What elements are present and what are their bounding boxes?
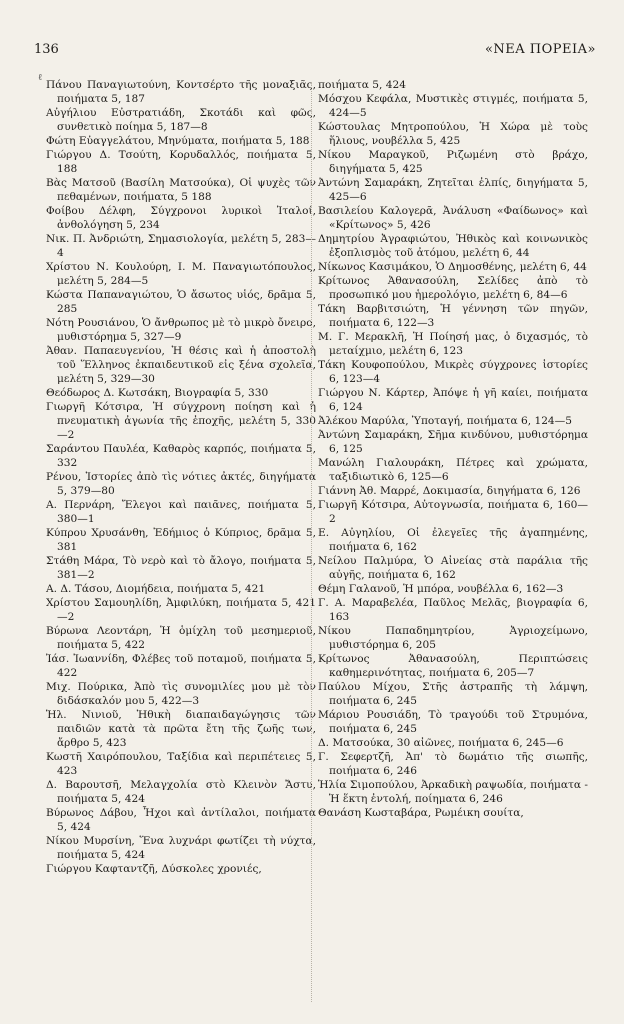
index-entry: Νίκου Μυρσίνη, Ἕνα λυχνάρι φωτίζει τὴ νύχτα, ποιήματα 5, 424: [46, 835, 316, 861]
page-header: [34, 42, 596, 60]
index-entry: Κύπρου Χρυσάνθη, Ἐδήμιος ὁ Κύπριος, δρᾶμα 5, 381: [46, 527, 316, 553]
index-entry: Νίκου Μαραγκοῦ, Ριζωμένη στὸ βράχο, διηγήματα 5, 425: [318, 149, 588, 175]
index-entry: Πάνου Παναγιωτούνη, Κοντσέρτο τῆς μοναξιᾶς, ποιήματα 5, 187: [46, 79, 316, 105]
index-entry: Κώστα Παπαναγιώτου, Ὁ ἄσωτος υἱός, δρᾶμα 5, 285: [46, 289, 316, 315]
index-entry: Ἡλία Σιμοπούλου, Ἀρκαδικὴ ραψωδία, ποιήματα - Ἡ ἕκτη ἐντολή, ποίηματα 6, 246: [318, 779, 588, 805]
index-entry: Μόσχου Κεφάλα, Μυστικὲς στιγμές, ποιήματα 5, 424—5: [318, 93, 588, 119]
index-entry: Δ. Ματσούκα, 30 αἰῶνες, ποιήματα 6, 245—6: [318, 737, 564, 749]
index-entry: Θεόδωρος Δ. Κωτσάκη, Βιογραφία 5, 330: [46, 387, 269, 399]
index-entry: Νείλου Παλμύρα, Ὁ Αἰνείας στὰ παράλια τῆς αὐγῆς, ποιήματα 6, 162: [318, 555, 588, 581]
index-entry: Φώτη Εὐαγγελάτου, Μηνύματα, ποιήματα 5, 188: [46, 135, 310, 147]
index-entry: ποιήματα 5, 424: [318, 79, 406, 91]
index-entry: Θέμη Γαλανοῦ, Ἡ μπόρα, νουβέλλα 6, 162—3: [318, 583, 564, 595]
index-entry: Βύρωνα Λεοντάρη, Ἡ ὁμίχλη τοῦ μεσημεριοῦ, ποιήματα 5, 422: [46, 625, 316, 651]
index-entry: Γ. Α. Μαραβελέα, Παῦλος Μελᾶς, βιογραφία 6, 163: [318, 597, 588, 623]
index-entry: Μανώλη Γιαλουράκη, Πέτρες καὶ χρώματα, ταξιδιωτικὸ 6, 125—6: [318, 457, 588, 483]
index-entry: Ε. Αὐγηλίου, Οἱ ἐλεγεῖες τῆς ἀγαπημένης, ποιήματα 6, 162: [318, 527, 588, 553]
index-entry: Φοίβου Δέλφη, Σύγχρονοι λυρικοὶ Ἰταλοί, ἀνθολόγηση 5, 234: [46, 205, 316, 231]
index-entry: Χρίστου Ν. Κουλούρη, Ι. Μ. Παναγιωτόπουλος, μελέτη 5, 284—5: [46, 261, 316, 287]
index-entry: Βασιλείου Καλογερᾶ, Ἀνάλυση «Φαίδωνος» καὶ «Κρίτωνος» 5, 426: [318, 205, 588, 231]
index-entry: Ἀντώνη Σαμαράκη, Ζητεῖται ἐλπίς, διηγήματα 5, 425—6: [318, 177, 588, 203]
index-entry: Ἰάσ. Ἰωαννίδη, Φλέβες τοῦ ποταμοῦ, ποιήματα 5, 422: [46, 653, 316, 679]
left-column: [46, 78, 316, 876]
index-entry: Ἡλ. Νινιοῦ, Ἠθικὴ διαπαιδαγώγησις τῶν παιδιῶν κατὰ τὰ πρῶτα ἔτη τῆς ζωῆς των, ἄρθρο 5, 423: [46, 709, 316, 749]
index-entry: Α. Περνάρη, Ἔλεγοι καὶ παιᾶνες, ποιήματα 5, 380—1: [46, 499, 316, 525]
index-entry: Σαράντου Παυλέα, Καθαρὸς καρπός, ποιήματα 5, 332: [46, 443, 316, 469]
index-entry: Δημητρίου Ἀγραφιώτου, Ἠθικὸς καὶ κοινωνικὸς ἐξοπλισμὸς τοῦ ἀτόμου, μελέτη 6, 44: [318, 233, 588, 259]
index-entry: Γιώργου Καφταντζῆ, Δύσκολες χρονιές,: [46, 863, 262, 875]
index-entry: Γιωργῆ Κότσιρα, Ἡ σύγχρονη ποίηση καὶ ἡ πνευματικὴ ἀγωνία τῆς ἐποχῆς, μελέτη 5, 330—2: [46, 401, 316, 441]
index-entry: Γιωργῆ Κότσιρα, Αὐτογνωσία, ποιήματα 6, 160—2: [318, 499, 588, 525]
index-entry: Αὐγήλιου Εὐστρατιάδη, Σκοτάδι καὶ φῶς, συνθετικὸ ποίημα 5, 187—8: [46, 107, 316, 133]
index-entry: Γιώργου Δ. Τσούτη, Κορυδαλλός, ποιήματα 5, 188: [46, 149, 316, 175]
index-entry: Τάκη Βαρβιτσιώτη, Ἡ γέννηση τῶν πηγῶν, ποιήματα 6, 122—3: [318, 303, 588, 329]
index-entry: Στάθη Μάρα, Τὸ νερὸ καὶ τὸ ἄλογο, ποιήματα 5, 381—2: [46, 555, 316, 581]
index-entry: Νίκωνος Κασιμάκου, Ὁ Δημοσθένης, μελέτη 6, 44: [318, 261, 587, 273]
index-entry: Βὰς Ματσοῦ (Βασίλη Ματσούκα), Οἱ ψυχὲς τῶν πεθαμένων, ποιήματα, 5 188: [46, 177, 316, 203]
index-entry: Μ. Γ. Μερακλῆ, Ἡ Ποίησή μας, ὁ διχασμός, τὸ μεταίχμιο, μελέτη 6, 123: [318, 331, 588, 357]
index-entry: Ἀλέκου Μαρύλα, Ὑποταγή, ποιήματα 6, 124—5: [318, 415, 573, 427]
index-entry: Κώστουλας Μητροπούλου, Ἡ Χώρα μὲ τοὺς ἥλιους, νουβέλλα 5, 425: [318, 121, 588, 147]
index-entry: Ρένου, Ἱστορίες ἀπὸ τὶς νότιες ἀκτές, διηγήματα 5, 379—80: [46, 471, 316, 497]
index-entry: Μάριου Ρουσιάδη, Τὸ τραγούδι τοῦ Στρυμόνα, ποιήματα 6, 245: [318, 709, 588, 735]
index-entry: Παύλου Μίχου, Στῆς ἀστραπῆς τὴ λάμψη, ποιήματα 6, 245: [318, 681, 588, 707]
column-divider: [311, 82, 312, 1002]
index-entry: Δ. Βαρουτσῆ, Μελαγχολία στὸ Κλεινὸν Ἄστυ, ποιήματα 5, 424: [46, 779, 316, 805]
margin-mark: ℓ: [38, 73, 43, 83]
index-entry: Βύρωνος Δάβου, Ἦχοι καὶ ἀντίλαλοι, ποιήματα 5, 424: [46, 807, 316, 833]
index-entry: Χρίστου Σαμουηλίδη, Ἀμφιλύκη, ποιήματα 5, 421—2: [46, 597, 316, 623]
index-entry: Νότη Ρουσιάνου, Ὁ ἄνθρωπος μὲ τὸ μικρὸ ὄνειρο, μυθιστόρημα 5, 327—9: [46, 317, 316, 343]
right-column: [318, 78, 588, 820]
index-entry: Ἀθαν. Παπαευγενίου, Ἡ θέσις καὶ ἡ ἀποστολὴ τοῦ Ἕλληνος ἐκπαιδευτικοῦ εἰς ξένα σχολεῖα, μελέτη 5, 329—30: [46, 345, 316, 385]
index-entry: Κρίτωνος Ἀθανασούλη, Περιπτώσεις καθημερινότητας, ποιήματα 6, 205—7: [318, 653, 588, 679]
index-entry: Κωστῆ Χαιρόπουλου, Ταξίδια καὶ περιπέτειες 5, 423: [46, 751, 316, 777]
index-entry: Νίκου Παπαδημητρίου, Ἀγριοχείμωνο, μυθιστόρημα 6, 205: [318, 625, 588, 651]
index-entry: Γιώργου Ν. Κάρτερ, Ἀπόψε ἡ γῆ καίει, ποιήματα 6, 124: [318, 387, 588, 413]
index-entry: Τάκη Κουφοπούλου, Μικρὲς σύγχρονες ἱστορίες 6, 123—4: [318, 359, 588, 385]
index-entry: Μιχ. Πούρικα, Ἀπὸ τὶς συνομιλίες μου μὲ τὸν διδάσκαλόν μου 5, 422—3: [46, 681, 316, 707]
index-entry: Γ. Σεφερτζῆ, Ἀπ' τὸ δωμάτιο τῆς σιωπῆς, ποιήματα 6, 246: [318, 751, 588, 777]
index-entry: Γιάννη Ἀθ. Μαρρέ, Δοκιμασία, διηγήματα 6, 126: [318, 485, 581, 497]
running-title: «ΝΕΑ ΠΟΡΕΙΑ»: [484, 42, 596, 57]
index-entry: Νικ. Π. Ἀνδριώτη, Σημασιολογία, μελέτη 5, 283—4: [46, 233, 316, 259]
index-entry: Ἀντώνη Σαμαράκη, Σῆμα κινδύνου, μυθιστόρημα 6, 125: [318, 429, 588, 455]
index-entry: Κρίτωνος Ἀθανασούλη, Σελίδες ἀπὸ τὸ προσωπικό μου ἡμερολόγιο, μελέτη 6, 84—6: [318, 275, 588, 301]
index-entry: Θανάση Κωσταβάρα, Ρωμέικη σουίτα,: [318, 807, 524, 819]
index-entry: Α. Δ. Τάσου, Διομήδεια, ποιήματα 5, 421: [46, 583, 266, 595]
page-number: 136: [34, 42, 59, 57]
